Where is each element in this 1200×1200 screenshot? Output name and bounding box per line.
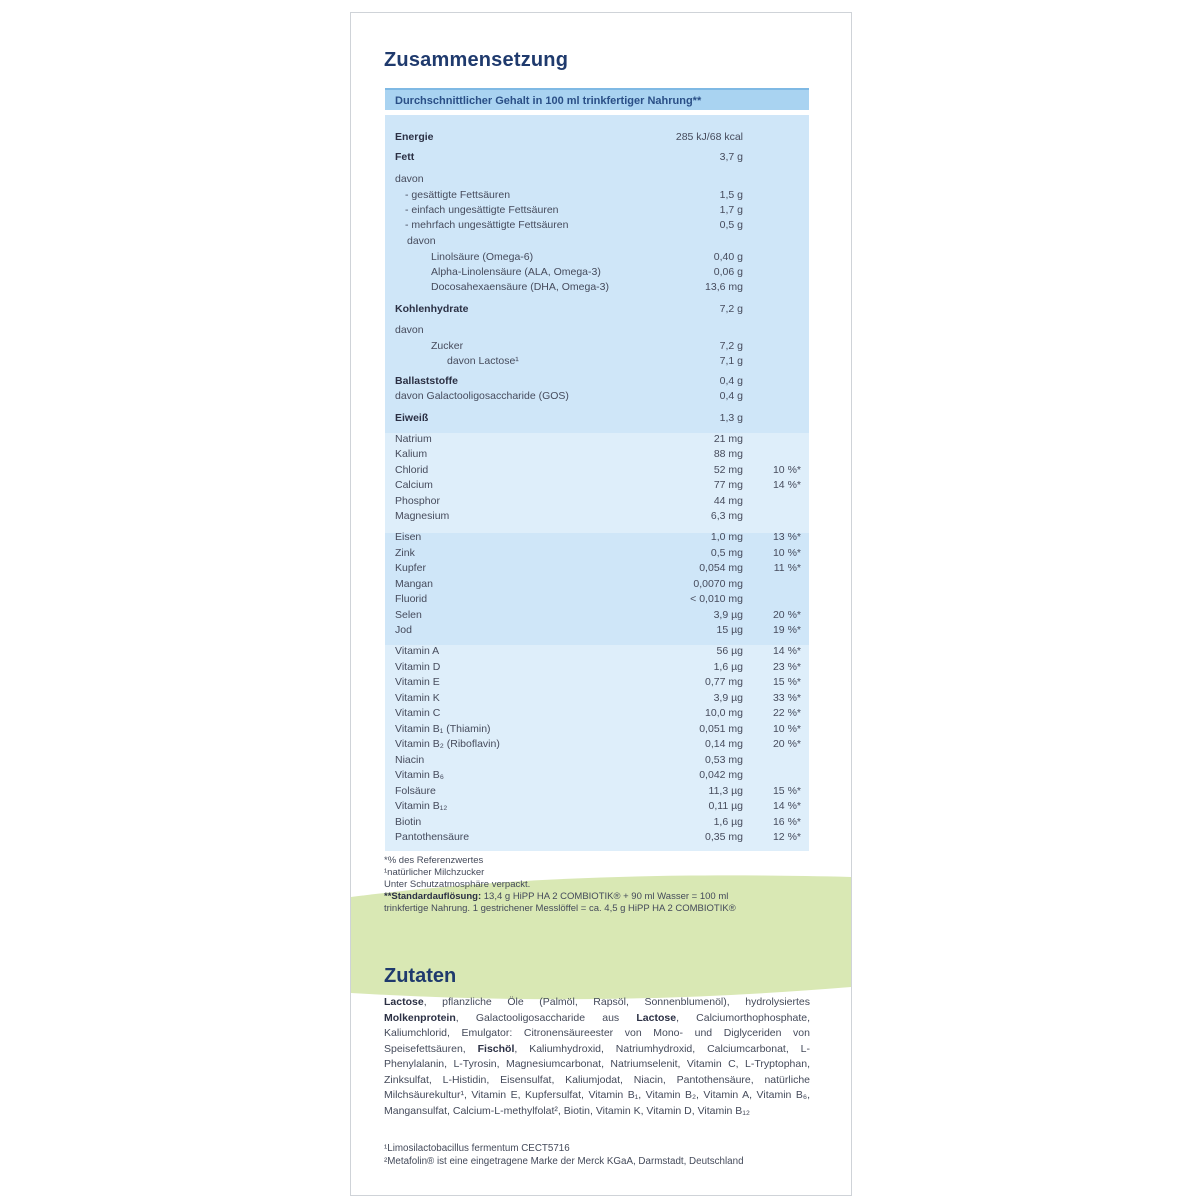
- nutrient-value: 7,2 g: [719, 303, 743, 315]
- nutrition-row: [385, 816, 809, 832]
- ingredient-text: , pflanzliche Öle (Palmöl, Rapsöl, Sonnenblumenöl), hydrolysiertes: [423, 996, 810, 1008]
- note-metafolin: ²Metafolin® ist eine eingetragene Marke der Merck KGaA, Darmstadt, Deutschland: [384, 1156, 744, 1167]
- nutrient-label: davon: [395, 324, 424, 336]
- nutrient-value: 3,9 µg: [713, 609, 743, 621]
- nutrient-reference-percent: 20 %*: [772, 609, 801, 621]
- nutrient-reference-percent: 15 %*: [772, 785, 801, 797]
- nutrient-label: Vitamin K: [395, 692, 440, 704]
- composition-title: Zusammensetzung: [384, 49, 569, 71]
- nutrient-label: Niacin: [395, 754, 425, 766]
- nutrition-row: [385, 464, 809, 480]
- nutrient-label: Ballaststoffe: [395, 375, 459, 387]
- nutrition-row: [385, 131, 809, 147]
- nutrient-value: 0,14 mg: [705, 738, 743, 750]
- nutrient-label: - gesättigte Fettsäuren: [405, 189, 511, 201]
- nutrient-label: Fluorid: [395, 593, 428, 605]
- footnote-standard-label: **Standardauflösung:: [384, 891, 482, 902]
- nutrient-reference-percent: 10 %*: [772, 464, 801, 476]
- nutrition-row: [385, 562, 809, 578]
- nutrient-label: davon: [407, 235, 436, 247]
- nutrient-label: Kalium: [395, 448, 428, 460]
- nutrient-label: Biotin: [395, 816, 422, 828]
- nutrition-row: [385, 578, 809, 594]
- nutrient-label: davon: [395, 173, 424, 185]
- nutrition-row: [385, 769, 809, 785]
- nutrition-row: [385, 624, 809, 640]
- nutrient-label: Linolsäure (Omega-6): [431, 251, 534, 263]
- nutrient-label: Kupfer: [395, 562, 426, 574]
- nutrient-value: 0,5 g: [719, 219, 743, 231]
- nutrition-row: [385, 355, 809, 371]
- nutrient-label: Docosahexaensäure (DHA, Omega-3): [431, 281, 609, 293]
- nutrient-value: 0,40 g: [713, 251, 743, 263]
- footnote-reference: *% des Referenzwertes: [384, 855, 484, 866]
- ingredient-allergen: Lactose: [384, 996, 424, 1008]
- nutrient-label: Vitamin B₁ (Thiamin): [395, 723, 491, 735]
- nutrient-value: 0,77 mg: [705, 676, 743, 688]
- nutrient-value: 1,3 g: [719, 412, 743, 424]
- nutrient-label: - einfach ungesättigte Fettsäuren: [405, 204, 559, 216]
- nutrient-value: 52 mg: [713, 464, 743, 476]
- nutrient-label: Pantothensäure: [395, 831, 470, 843]
- nutrient-value: 1,7 g: [719, 204, 743, 216]
- nutrient-value: 0,35 mg: [705, 831, 743, 843]
- nutrient-label: Mangan: [395, 578, 433, 590]
- ingredients-title: Zutaten: [384, 965, 457, 987]
- nutrient-label: Energie: [395, 131, 434, 143]
- nutrient-reference-percent: 33 %*: [772, 692, 801, 704]
- nutrient-label: Zink: [395, 547, 415, 559]
- nutrition-row: [385, 723, 809, 739]
- nutrient-reference-percent: 10 %*: [772, 723, 801, 735]
- nutrition-row: [385, 547, 809, 563]
- nutrition-row: [385, 609, 809, 625]
- ingredient-text: , Kaliumhydroxid, Natriumhydroxid, Calciumcarbonat, L-Phenylalanin, L-Tyrosin, Magnesiumcarbonat, Natriumselenit, Vitamin C, L-Tryptophan, Zinksulfat, L-Histidin, Eisensulfat, Kaliumjodat, Niacin, Pantothensäure, natürliche Milchsäurekultur¹, Vitamin E, Kupfersulfat, Vitamin B₁, Vitamin B₂, Vitamin A, Vitamin B₆, Mangansulfat, Calcium-L-methylfolat², Biotin, Vitamin K, Vitamin D, Vitamin B₁₂: [384, 1042, 811, 1117]
- footnote-standard-dilution: [384, 891, 728, 902]
- nutrition-row: [385, 303, 809, 319]
- nutrition-row: [385, 692, 809, 708]
- nutrient-reference-percent: 14 %*: [772, 800, 801, 812]
- nutrient-value: 13,6 mg: [705, 281, 743, 293]
- nutrient-label: - mehrfach ungesättigte Fettsäuren: [405, 219, 569, 231]
- nutrient-value: 3,7 g: [719, 151, 743, 163]
- nutrition-row: [385, 390, 809, 406]
- nutrient-label: Vitamin D: [395, 661, 441, 673]
- nutrition-row: [385, 375, 809, 391]
- nutrient-label: Natrium: [395, 433, 432, 445]
- nutrient-reference-percent: 13 %*: [772, 531, 801, 543]
- nutrient-value: 3,9 µg: [713, 692, 743, 704]
- nutrient-reference-percent: 15 %*: [772, 676, 801, 688]
- nutrition-row: [385, 324, 809, 340]
- nutrient-reference-percent: 20 %*: [772, 738, 801, 750]
- nutrient-label: Vitamin B₆: [395, 769, 444, 781]
- table-header: Durchschnittlicher Gehalt in 100 ml trinkfertiger Nahrung**: [385, 88, 809, 110]
- nutrient-reference-percent: 22 %*: [772, 707, 801, 719]
- nutrient-value: 1,6 µg: [713, 661, 743, 673]
- nutrient-value: 21 mg: [713, 433, 743, 445]
- nutrient-label: davon Lactose¹: [447, 355, 519, 367]
- nutrient-value: 44 mg: [713, 495, 743, 507]
- footnote-scoop: trinkfertige Nahrung. 1 gestrichener Messlöffel = ca. 4,5 g HiPP HA 2 COMBIOTIK®: [384, 903, 736, 914]
- nutrient-label: Vitamin A: [395, 645, 440, 657]
- nutrient-reference-percent: 14 %*: [772, 479, 801, 491]
- nutrient-label: Magnesium: [395, 510, 450, 522]
- nutrient-value: 10,0 mg: [705, 707, 743, 719]
- nutrient-label: Phosphor: [395, 495, 440, 507]
- nutrient-label: Selen: [395, 609, 422, 621]
- nutrition-row: [385, 754, 809, 770]
- nutrient-value: 15 µg: [716, 624, 743, 636]
- nutrition-row: [385, 340, 809, 356]
- nutrition-row: [385, 738, 809, 754]
- nutrient-label: Jod: [395, 624, 412, 636]
- nutrient-value: 7,1 g: [719, 355, 743, 367]
- nutrient-label: Eisen: [395, 531, 422, 543]
- nutrient-label: Vitamin B₁₂: [395, 800, 448, 812]
- nutrient-label: Zucker: [431, 340, 464, 352]
- nutrient-value: 0,53 mg: [705, 754, 743, 766]
- nutrient-value: 0,06 g: [713, 266, 743, 278]
- nutrient-value: 56 µg: [716, 645, 743, 657]
- nutrient-label: Chlorid: [395, 464, 429, 476]
- nutrient-label: Vitamin C: [395, 707, 441, 719]
- nutrient-label: davon Galactooligosaccharide (GOS): [395, 390, 569, 402]
- nutrition-row: [385, 479, 809, 495]
- nutrient-reference-percent: 11 %*: [773, 562, 801, 574]
- nutrition-row: [385, 189, 809, 205]
- nutrition-row: [385, 645, 809, 661]
- nutrient-label: Calcium: [395, 479, 433, 491]
- nutrient-value: 0,5 mg: [710, 547, 743, 559]
- nutrition-row: [385, 831, 809, 847]
- nutrient-value: 0,051 mg: [699, 723, 743, 735]
- nutrient-label: Vitamin E: [395, 676, 440, 688]
- nutrition-row: [385, 219, 809, 235]
- nutrition-row: [385, 204, 809, 220]
- nutrient-value: 1,0 mg: [710, 531, 743, 543]
- ingredient-allergen: Lactose: [636, 1011, 677, 1024]
- ingredient-allergen: Fischöl: [477, 1042, 515, 1055]
- nutrient-reference-percent: 14 %*: [772, 645, 801, 657]
- footnote-packaging: Unter Schutzatmosphäre verpackt.: [384, 879, 531, 890]
- nutrition-row: [385, 412, 809, 428]
- nutrient-reference-percent: 10 %*: [772, 547, 801, 559]
- nutrient-label: Kohlenhydrate: [395, 303, 469, 315]
- nutrient-label: Folsäure: [395, 785, 436, 797]
- nutrient-value: 0,0070 mg: [693, 578, 743, 590]
- ingredients-text: [384, 995, 810, 1119]
- ingredient-text: , Calciumorthophosphate, Kaliumchlorid, Emulgator: Citronensäureester von Mono- und Diglyceriden von Speisefettsäuren,: [384, 1011, 811, 1055]
- nutrition-row: [385, 173, 809, 189]
- nutrient-value: 6,3 mg: [710, 510, 743, 522]
- nutrient-reference-percent: 16 %*: [772, 816, 801, 828]
- note-lactobacillus: ¹Limosilactobacillus fermentum CECT5716: [384, 1143, 570, 1154]
- nutrient-value: 0,4 g: [719, 375, 743, 387]
- nutrient-value: 1,5 g: [719, 189, 743, 201]
- nutrition-row: [385, 281, 809, 297]
- nutrition-row: [385, 266, 809, 282]
- footnote-milk-sugar: ¹natürlicher Milchzucker: [384, 867, 485, 878]
- nutrition-row: [385, 785, 809, 801]
- nutrition-row: [385, 531, 809, 547]
- nutrition-row: [385, 448, 809, 464]
- nutrient-value: 0,054 mg: [699, 562, 743, 574]
- nutrient-value: 0,042 mg: [699, 769, 743, 781]
- product-info-panel: [350, 12, 852, 1196]
- nutrient-label: Fett: [395, 151, 415, 163]
- nutrition-row: [385, 433, 809, 449]
- nutrition-row: [385, 593, 809, 609]
- nutrient-value: 0,11 µg: [708, 800, 743, 812]
- nutrition-row: [385, 235, 809, 251]
- nutrient-value: 7,2 g: [719, 340, 743, 352]
- nutrient-value: 0,4 g: [719, 390, 743, 402]
- nutrition-row: [385, 676, 809, 692]
- footnote-standard-text: 13,4 g HiPP HA 2 COMBIOTIK® + 90 ml Wasser = 100 ml: [481, 891, 729, 902]
- nutrient-label: Alpha-Linolensäure (ALA, Omega-3): [431, 266, 601, 278]
- nutrient-label: Vitamin B₂ (Riboflavin): [395, 738, 500, 750]
- nutrition-row: [385, 661, 809, 677]
- nutrient-value: 88 mg: [713, 448, 743, 460]
- nutrient-reference-percent: 12 %*: [772, 831, 801, 843]
- nutrient-reference-percent: 19 %*: [772, 624, 801, 636]
- nutrition-row: [385, 251, 809, 267]
- nutrient-value: 11,3 µg: [708, 785, 743, 797]
- nutrient-reference-percent: 23 %*: [772, 661, 801, 673]
- nutrition-row: [385, 495, 809, 511]
- nutrient-value: 285 kJ/68 kcal: [675, 131, 743, 143]
- nutrition-row: [385, 510, 809, 526]
- ingredient-allergen: Molkenprotein: [384, 1011, 456, 1024]
- nutrient-label: Eiweiß: [395, 412, 429, 424]
- nutrition-row: [385, 707, 809, 723]
- nutrient-value: < 0,010 mg: [690, 593, 743, 605]
- nutrition-row: [385, 800, 809, 816]
- ingredient-text: , Galactooligosaccharide aus: [455, 1011, 637, 1024]
- nutrient-value: 77 mg: [713, 479, 743, 491]
- nutrient-value: 1,6 µg: [713, 816, 743, 828]
- nutrition-row: [385, 151, 809, 167]
